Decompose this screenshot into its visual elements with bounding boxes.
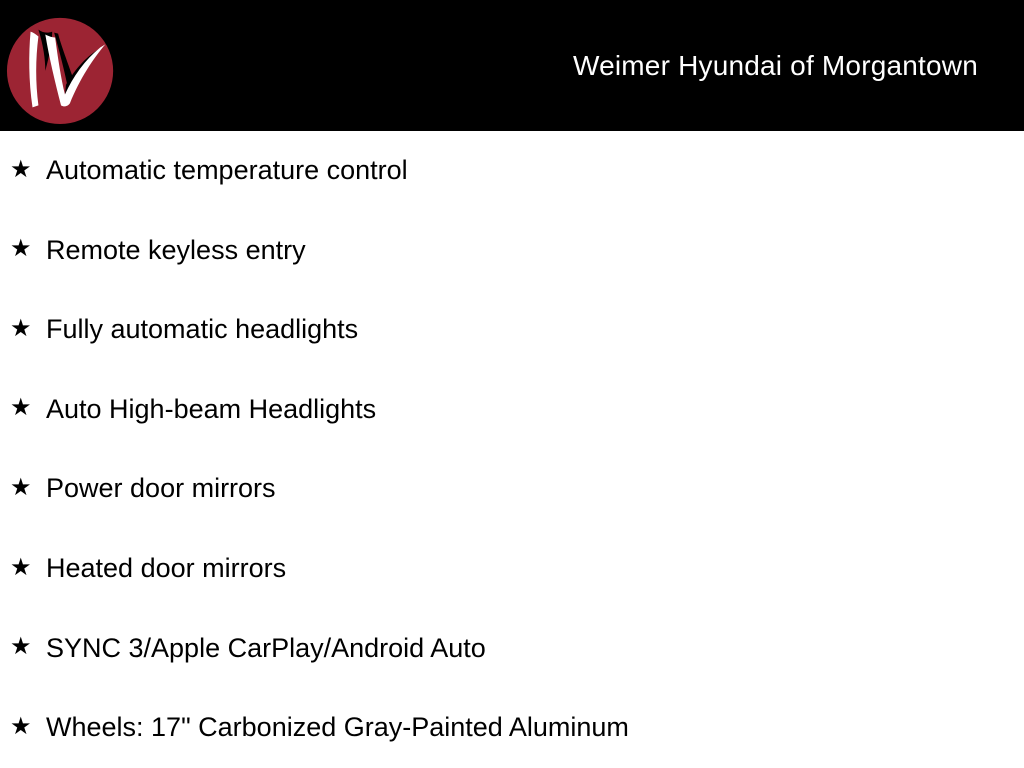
header-bar — [0, 0, 1024, 131]
star-bullet-icon: ★ — [10, 553, 32, 581]
feature-item — [10, 236, 1024, 266]
feature-item — [10, 156, 1024, 186]
star-bullet-icon: ★ — [10, 474, 32, 502]
feature-text: Fully automatic headlights — [46, 314, 359, 345]
feature-text: Auto High-beam Headlights — [46, 393, 377, 424]
feature-text: Heated door mirrors — [46, 553, 287, 584]
feature-item — [10, 634, 1024, 664]
feature-text: SYNC 3/Apple CarPlay/Android Auto — [46, 632, 486, 663]
page-title: Weimer Hyundai of Morgantown — [572, 49, 978, 81]
star-bullet-icon: ★ — [10, 633, 32, 661]
weimer-w-logo-icon — [4, 8, 122, 126]
star-bullet-icon: ★ — [10, 155, 32, 183]
feature-item — [10, 713, 1024, 743]
feature-text: Wheels: 17" Carbonized Gray-Painted Aluminum — [46, 712, 629, 743]
star-bullet-icon: ★ — [10, 314, 32, 342]
feature-text: Remote keyless entry — [46, 234, 306, 265]
feature-item — [10, 315, 1024, 345]
star-bullet-icon: ★ — [10, 235, 32, 263]
feature-item — [10, 474, 1024, 504]
feature-item — [10, 554, 1024, 584]
star-bullet-icon: ★ — [10, 394, 32, 422]
star-bullet-icon: ★ — [10, 712, 32, 740]
feature-item — [10, 395, 1024, 425]
feature-text: Power door mirrors — [46, 473, 276, 504]
feature-list — [0, 131, 1024, 768]
weimer-logo — [4, 8, 122, 126]
feature-text: Automatic temperature control — [46, 154, 408, 185]
